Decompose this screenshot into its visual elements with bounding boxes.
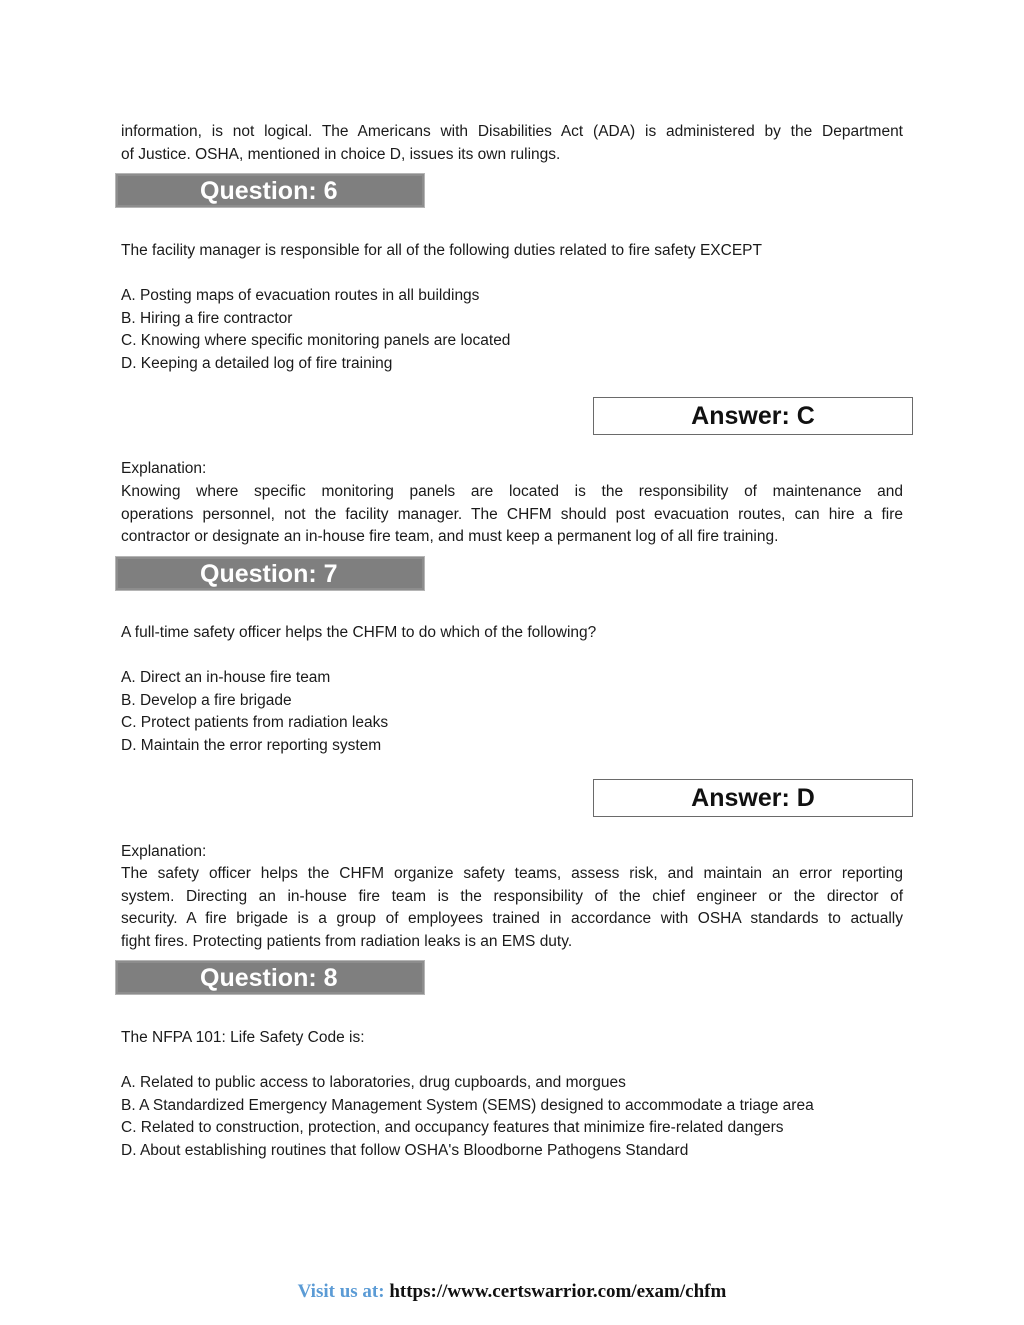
explanation-line: security. A fire brigade is a group of employees trained in accordance with OSHA standards to actually [121, 910, 903, 927]
question-7-explanation [121, 863, 903, 953]
intro-line: information, is not logical. The Americans with Disabilities Act (ADA) is administered by the Department [121, 123, 903, 140]
question-6-options [121, 285, 510, 375]
intro-paragraph [121, 121, 903, 166]
question-6-answer-box [593, 397, 913, 435]
option-a: A. Posting maps of evacuation routes in all buildings [121, 287, 480, 304]
option-a: A. Related to public access to laboratories, drug cupboards, and morgues [121, 1074, 626, 1091]
question-6-title: Question: 6 [200, 177, 338, 205]
explanation-line: operations personnel, not the facility manager. The CHFM should post evacuation routes, can hire a fire [121, 505, 903, 523]
option-c: C. Knowing where specific monitoring panels are located [121, 332, 511, 349]
question-7-prompt: A full-time safety officer helps the CHFM to do which of the following? [121, 624, 597, 641]
question-7-title: Question: 7 [200, 560, 338, 588]
footer-link[interactable]: https://www.certswarrior.com/exam/chfm [389, 1281, 727, 1302]
explanation-line: The safety officer helps the CHFM organize safety teams, assess risk, and maintain an error reporting [121, 865, 903, 882]
question-6-header [115, 173, 425, 208]
explanation-line: contractor or designate an in-house fire team, and must keep a permanent log of all fire training. [121, 528, 779, 545]
question-6-explanation [121, 481, 903, 549]
option-c: C. Related to construction, protection, and occupancy features that minimize fire-related dangers [121, 1119, 784, 1136]
question-6-explanation-label: Explanation: [121, 460, 207, 477]
question-7-answer-box [593, 779, 913, 817]
question-7-options [121, 667, 388, 757]
option-d: D. Keeping a detailed log of fire training [121, 354, 393, 372]
question-8-title: Question: 8 [200, 964, 338, 992]
footer [0, 1281, 1024, 1303]
footer-label: Visit us at: [297, 1281, 385, 1302]
question-8-options [121, 1072, 814, 1162]
question-6-answer: Answer: C [691, 402, 815, 430]
question-7-header [115, 556, 425, 591]
question-8-prompt: The NFPA 101: Life Safety Code is: [121, 1029, 365, 1046]
explanation-line: Knowing where specific monitoring panels are located is the responsibility of maintenance and [121, 483, 903, 500]
option-d: D. Maintain the error reporting system [121, 736, 382, 754]
option-a: A. Direct an in-house fire team [121, 669, 331, 686]
question-7-explanation-label: Explanation: [121, 843, 207, 860]
question-7-answer: Answer: D [691, 784, 815, 812]
option-b: B. A Standardized Emergency Management System (SEMS) designed to accommodate a triage area [121, 1096, 814, 1114]
option-b: B. Hiring a fire contractor [121, 309, 293, 327]
question-6-prompt: The facility manager is responsible for all of the following duties related to fire safety EXCEPT [121, 242, 762, 259]
explanation-line: system. Directing an in-house fire team is the responsibility of the chief engineer or the director of [121, 887, 903, 905]
option-c: C. Protect patients from radiation leaks [121, 714, 389, 731]
intro-line: of Justice. OSHA, mentioned in choice D, issues its own rulings. [121, 145, 561, 163]
option-d: D. About establishing routines that follow OSHA's Bloodborne Pathogens Standard [121, 1141, 689, 1159]
explanation-line: fight fires. Protecting patients from radiation leaks is an EMS duty. [121, 932, 573, 950]
option-b: B. Develop a fire brigade [121, 691, 292, 709]
question-8-header [115, 960, 425, 995]
